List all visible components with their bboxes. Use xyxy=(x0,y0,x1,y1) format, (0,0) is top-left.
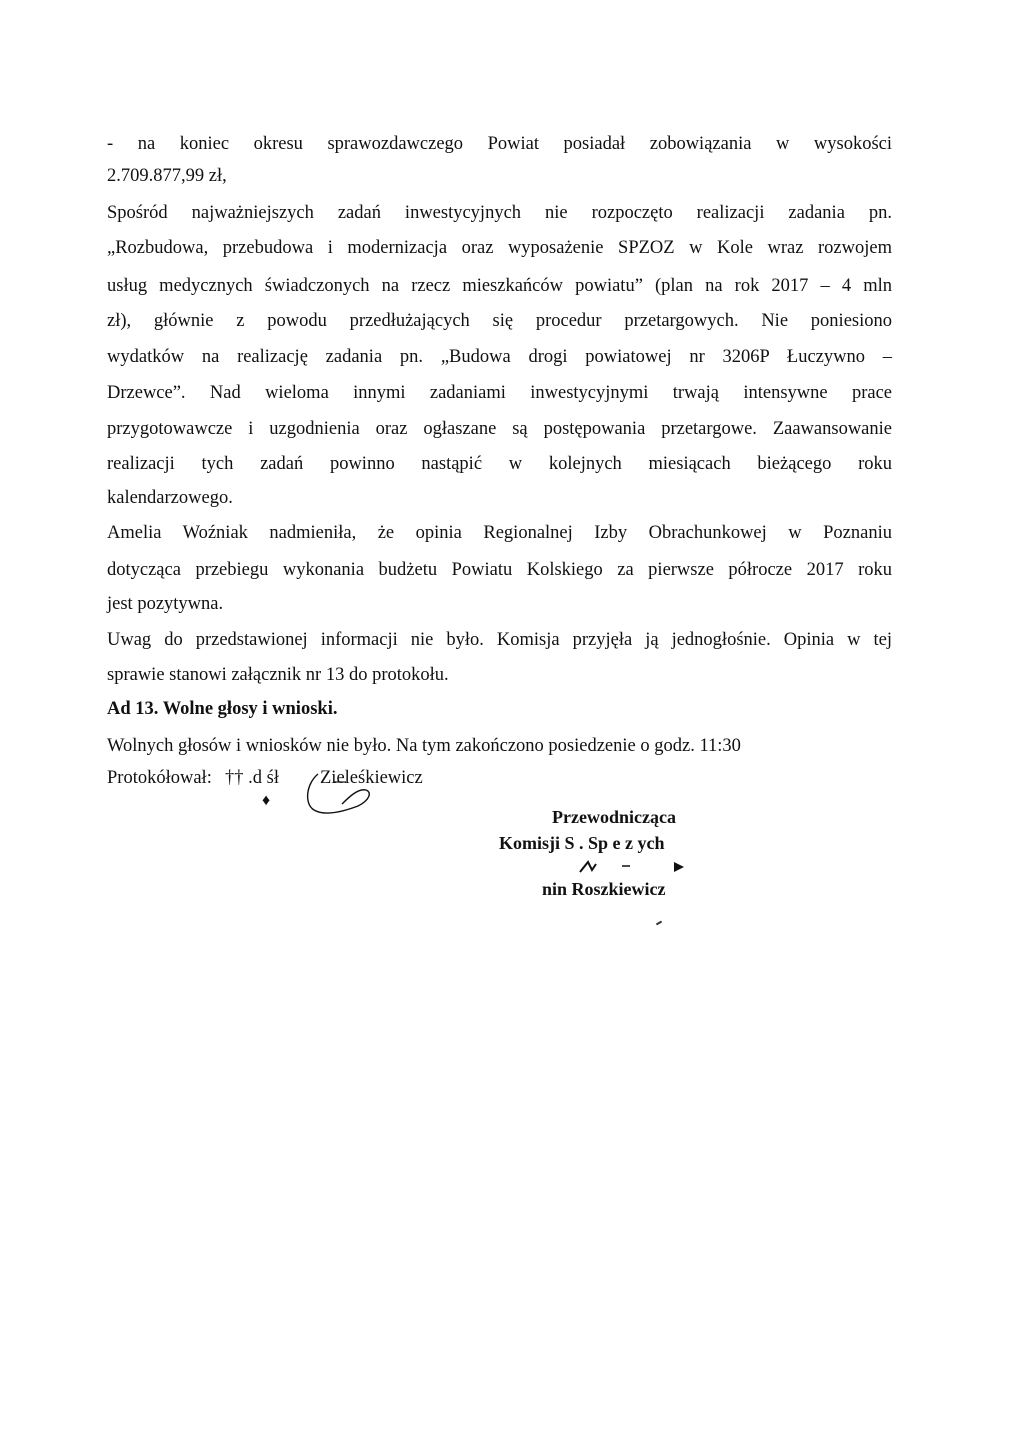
paragraph-line: zł), głównie z powodu przedłużających się procedur przetargowych. Nie poniesiono xyxy=(107,311,892,331)
paragraph-line: przygotowawcze i uzgodnienia oraz ogłaszane są postępowania przetargowe. Zaawansowanie xyxy=(107,419,892,439)
section-heading: Ad 13. Wolne głosy i wnioski. xyxy=(107,699,338,719)
paragraph-line: Spośród najważniejszych zadań inwestycyjnych nie rozpoczęto realizacji zadania pn. xyxy=(107,203,892,223)
paragraph-line: Amelia Woźniak nadmieniła, że opinia Regionalnej Izby Obrachunkowej w Poznaniu xyxy=(107,523,892,543)
signature-committee: Komisji S . Sp e z ych xyxy=(499,833,665,853)
paragraph-line: dotycząca przebiegu wykonania budżetu Powiatu Kolskiego za pierwsze półrocze 2017 roku xyxy=(107,560,892,580)
signature-name: nin Roszkiewicz xyxy=(542,879,666,899)
paragraph-line: usług medycznych świadczonych na rzecz mieszkańców powiatu” (plan na rok 2017 – 4 mln xyxy=(107,276,892,296)
paragraph-line: „Rozbudowa, przebudowa i modernizacja oraz wyposażenie SPZOZ w Kole wraz rozwojem xyxy=(107,238,892,258)
ink-speck xyxy=(656,921,662,926)
paragraph-line: jest pozytywna. xyxy=(107,594,224,614)
paragraph-line: sprawie stanowi załącznik nr 13 do protokołu. xyxy=(107,665,449,685)
paragraph-line: Uwag do przedstawionej informacji nie było. Komisja przyjęła ją jednogłośnie. Opinia w tej xyxy=(107,630,892,650)
paragraph-line: - na koniec okresu sprawozdawczego Powiat posiadał zobowiązania w wysokości xyxy=(107,134,892,154)
paragraph-line: wydatków na realizację zadania pn. „Budowa drogi powiatowej nr 3206P Łuczywno – xyxy=(107,347,892,367)
protocol-label: Protokółował: xyxy=(107,768,212,788)
paragraph-line: 2.709.877,99 zł, xyxy=(107,166,227,186)
signature-title: Przewodnicząca xyxy=(552,807,676,827)
protocol-initials: †† .d śł xyxy=(225,768,279,788)
handwritten-signature xyxy=(300,770,380,820)
paragraph-line: kalendarzowego. xyxy=(107,488,233,508)
paragraph-line: realizacji tych zadań powinno nastąpić w kolejnych miesiącach bieżącego roku xyxy=(107,454,892,474)
ink-mark: ♦ xyxy=(262,792,271,809)
paragraph-line: Drzewce”. Nad wieloma innymi zadaniami inwestycyjnymi trwają intensywne prace xyxy=(107,383,892,403)
protocol-name: Zieleśkiewicz xyxy=(320,768,423,788)
signature-scribble xyxy=(578,856,698,876)
paragraph-line: Wolnych głosów i wniosków nie było. Na tym zakończono posiedzenie o godz. 11:30 xyxy=(107,736,741,756)
